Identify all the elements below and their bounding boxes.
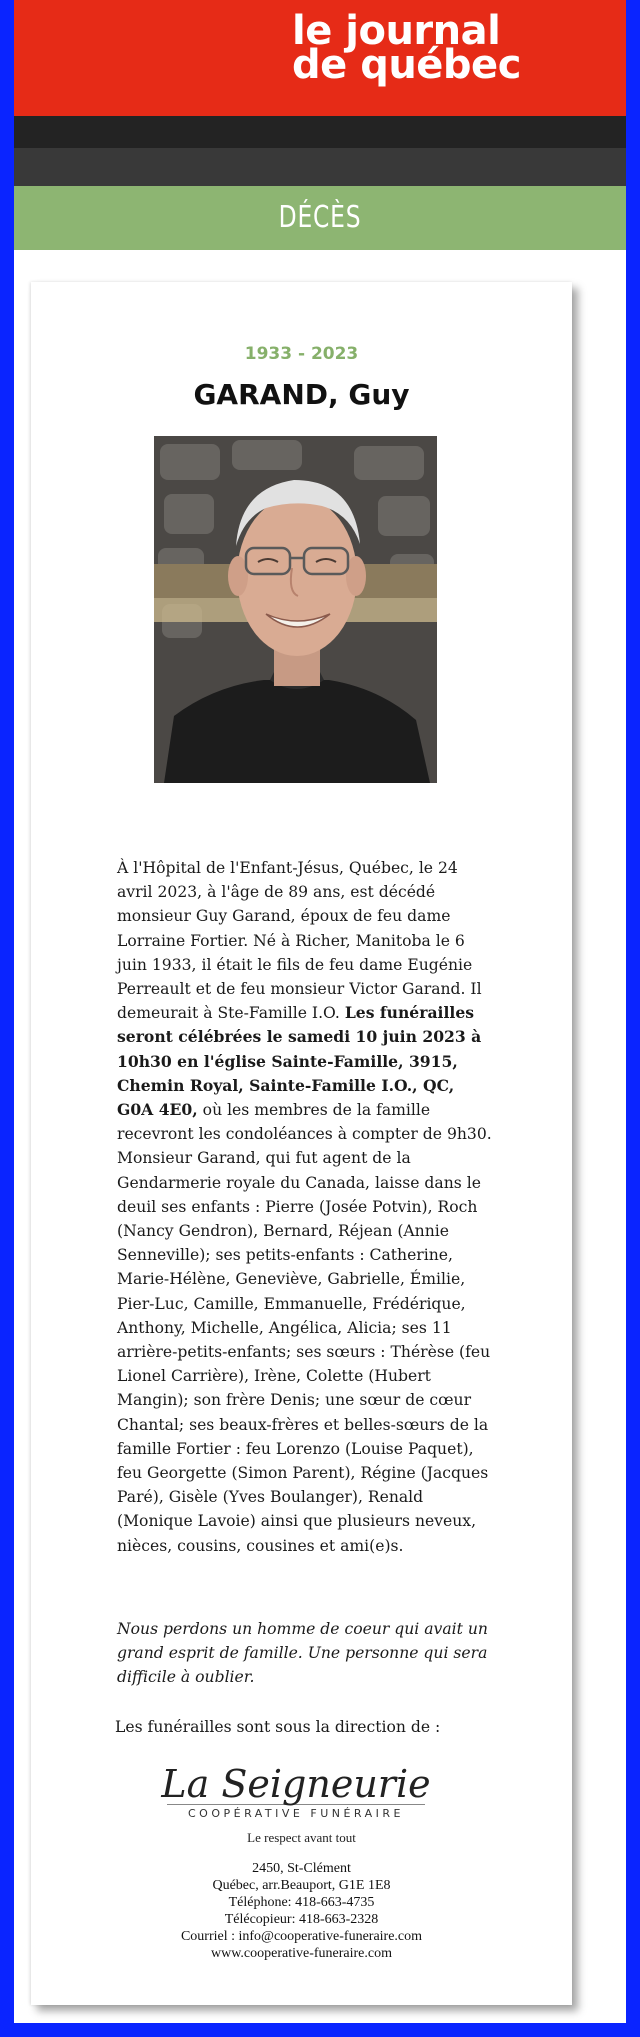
obituary-name: GARAND, Guy [193,378,410,411]
funeral-home-logo-script: La Seigneurie [161,1762,431,1806]
address-line2: Québec, arr.Beauport, G1E 1E8 [212,1878,391,1893]
section-header [14,186,626,250]
obituary-text [117,856,493,1558]
address-line1: 2450, St-Clément [252,1861,351,1876]
phone: Téléphone: 418-663-4735 [228,1895,375,1910]
funeral-details: Les funérailles seront célébrées le samedi 10 juin 2023 à 10h30 en l'église Sainte-Famille, 3915, Chemin Royal, Sainte-Famille I.O., QC, G0A 4E0, [117,1003,482,1120]
funeral-home-motto: Le respect avant tout [247,1830,356,1845]
page-frame [14,0,626,2023]
masthead [14,0,626,116]
obituary-years: 1933 - 2023 [244,344,359,364]
portrait-illustration [154,436,437,783]
obituary-text-part2: où les membres de la famille recevront les condoléances à compter de 9h30. Monsieur Garand, qui fut agent de la Gendarmerie royale du Canada, laisse dans le deuil ses enfants : Pierre (Josée Potvin), Roch (Nancy Gendron), Bernard, Réjean (Annie Senneville); ses petits-enfants : Catherine, Marie-Hélène, Geneviève, Gabrielle, Émilie, Pier-Luc, Camille, Emmanuelle, Frédérique, Anthony, Michelle, Angélica, Alicia; ses 11 arrière-petits-enfants; ses sœurs : Thérèse (feu Lionel Carrière), Irène, Colette (Hubert Mangin); son frère Denis; une sœur de cœur Chantal; ses beaux-frères et belles-sœurs de la famille Fortier : feu Lorenzo (Louise Paquet), feu Georgette (Simon Parent), Régine (Jacques Paré), Gisèle (Yves Boulanger), Renald (Monique Lavoie) ainsi que plusieurs neveux, nièces, cousins, cousines et ami(e)s. [117,1101,492,1555]
section-title: DÉCÈS [278,200,362,235]
website-link[interactable]: www.cooperative-funeraire.com [210,1946,392,1961]
email-link[interactable]: Courriel : info@cooperative-funeraire.com [180,1929,423,1944]
funeral-direction: Les funérailles sont sous la direction de : [115,1718,441,1736]
nav-bar-top [14,116,626,148]
funeral-home-logo [161,1764,431,1824]
funeral-home-contact [31,1860,572,1962]
logo-line1: le journal [292,8,501,54]
logo-line2: de québec [292,42,521,88]
portrait-photo [154,436,437,783]
obituary-text-part1: À l'Hôpital de l'Enfant-Jésus, Québec, le 24 avril 2023, à l'âge de 89 ans, est décédé monsieur Guy Garand, époux de feu dame Lorraine Fortier. Né à Richer, Manitoba le 6 juin 1933, il était le fils de feu dame Eugénie Perreault et de feu monsieur Victor Garand. Il demeurait à Ste-Famille I.O. [117,859,482,1023]
funeral-home-logo-subtitle: COOPÉRATIVE FUNÉRAIRE [167,1804,425,1820]
obituary-card [31,282,572,2005]
nav-bar-bottom [14,148,626,186]
tribute-quote: Nous perdons un homme de coeur qui avait un grand esprit de famille. Une personne qui sera difficile à oublier. [117,1620,488,1687]
fax: Télécopieur: 418-663-2328 [224,1912,379,1927]
newspaper-logo[interactable] [292,8,521,88]
